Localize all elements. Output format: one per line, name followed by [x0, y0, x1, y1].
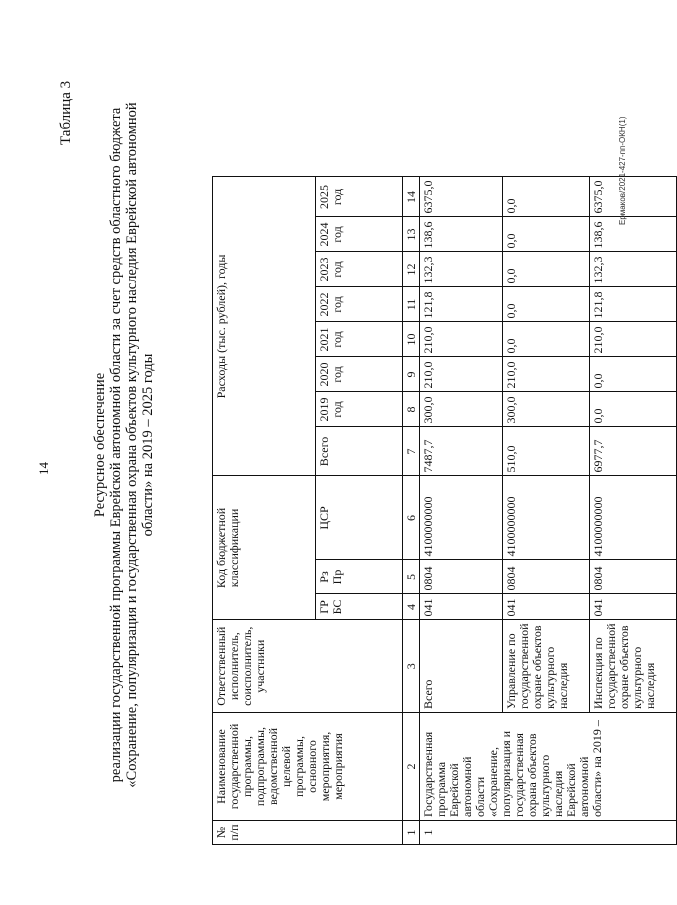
value-cell: 138,6 [590, 217, 677, 252]
column-number: 8 [403, 392, 420, 427]
column-number: 7 [403, 427, 420, 476]
rzpr-cell: 0804 [503, 560, 590, 594]
column-number: 5 [403, 560, 420, 594]
column-number: 3 [403, 620, 420, 713]
value-cell: 138,6 [420, 217, 503, 252]
total-cell: 510,0 [503, 427, 590, 476]
value-cell: 210,0 [503, 357, 590, 392]
document-title [92, 55, 156, 835]
value-cell: 0,0 [503, 322, 590, 357]
column-number: 2 [403, 713, 420, 821]
column-number: 13 [403, 217, 420, 252]
value-cell: 132,3 [590, 252, 677, 287]
value-cell: 0,0 [590, 392, 677, 427]
value-cell: 0,0 [503, 177, 590, 217]
value-cell: 0,0 [590, 357, 677, 392]
value-cell: 6375,0 [420, 177, 503, 217]
table-label: Таблица 3 [58, 80, 74, 145]
value-cell: 0,0 [503, 252, 590, 287]
header-year: 2023 год [316, 252, 403, 287]
table-row [420, 177, 503, 845]
value-cell: 121,8 [590, 287, 677, 322]
executor-cell: Всего [420, 620, 503, 713]
rzpr-cell: 0804 [420, 560, 503, 594]
header-year: 2024 год [316, 217, 403, 252]
document-code: Ермаков/2021-427-пп-ОКН(1) [618, 116, 627, 225]
resource-table [212, 176, 677, 845]
header-budget-code: Код бюджетной классификации [213, 476, 316, 620]
header-name: Наименование государственной программы, подпрограммы, ведомственной целевой программы, основного мероприятия, мероприятия [213, 713, 403, 821]
header-year: 2022 год [316, 287, 403, 322]
column-number: 6 [403, 476, 420, 560]
value-cell: 132,3 [420, 252, 503, 287]
grbs-cell: 041 [590, 594, 677, 620]
header-rzpr: Рз Пр [316, 560, 403, 594]
grbs-cell: 041 [420, 594, 503, 620]
header-year: 2021 год [316, 322, 403, 357]
value-cell: 0,0 [503, 287, 590, 322]
program-name: Государственная программа Еврейской автономной области «Сохранение, популяризация и государственная охрана объектов культурного наследия Еврейской автономной области» на 2019 – [420, 713, 677, 821]
column-number: 1 [403, 821, 420, 845]
column-numbers-row [403, 177, 420, 845]
header-total: Всего [316, 427, 403, 476]
header-executor: Ответственный исполнитель, соисполнитель, участники [213, 620, 403, 713]
header-year: 2019 год [316, 392, 403, 427]
csr-cell: 4100000000 [503, 476, 590, 560]
header-num: № п/п [213, 821, 403, 845]
column-number: 12 [403, 252, 420, 287]
title-line: Ресурсное обеспечение [92, 372, 108, 518]
header-expenses: Расходы (тыс. рублей), годы [213, 177, 316, 476]
value-cell: 0,0 [503, 217, 590, 252]
header-row [213, 177, 316, 845]
column-number: 14 [403, 177, 420, 217]
column-number: 11 [403, 287, 420, 322]
column-number: 4 [403, 594, 420, 620]
value-cell: 210,0 [420, 357, 503, 392]
header-csr: ЦСР [316, 476, 403, 560]
total-cell: 7487,7 [420, 427, 503, 476]
rzpr-cell: 0804 [590, 560, 677, 594]
total-cell: 6977,7 [590, 427, 677, 476]
header-year: 2025 год [316, 177, 403, 217]
csr-cell: 4100000000 [420, 476, 503, 560]
title-line: области» на 2019 – 2025 годы [140, 353, 156, 537]
title-line: реализации государственной программы Еврейской автономной области за счет средств областного бюджета [108, 107, 124, 783]
title-line: «Сохранение, популяризация и государственная охрана объектов культурного наследия Еврейской автономной [124, 102, 140, 788]
value-cell: 300,0 [420, 392, 503, 427]
csr-cell: 4100000000 [590, 476, 677, 560]
grbs-cell: 041 [503, 594, 590, 620]
page-number: 14 [36, 462, 51, 475]
column-number: 9 [403, 357, 420, 392]
header-year: 2020 год [316, 357, 403, 392]
value-cell: 300,0 [503, 392, 590, 427]
row-number: 1 [420, 821, 677, 845]
value-cell: 6375,0 [590, 177, 677, 217]
value-cell: 210,0 [420, 322, 503, 357]
executor-cell: Управление по государственной охране объектов культурного наследия [503, 620, 590, 713]
header-grbs: ГР БС [316, 594, 403, 620]
column-number: 10 [403, 322, 420, 357]
value-cell: 121,8 [420, 287, 503, 322]
executor-cell: Инспекция по государственной охране объектов культурного наследия [590, 620, 677, 713]
value-cell: 210,0 [590, 322, 677, 357]
